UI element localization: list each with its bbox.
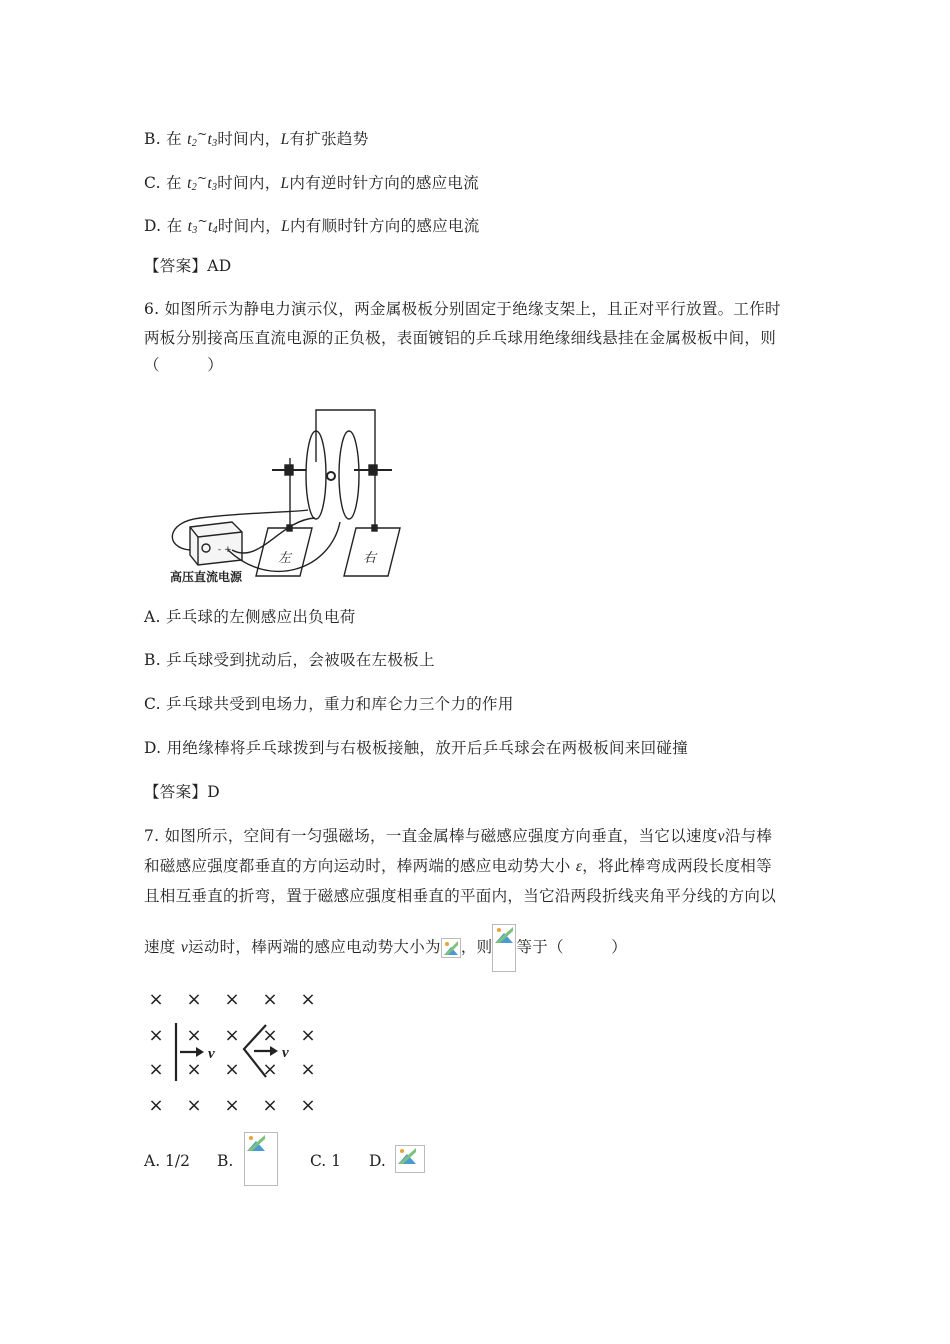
q6-stem-line2: 两板分别接高压直流电源的正负极，表面镀铝的乒乓球用绝缘细线悬挂在金属极板中间，则 bbox=[144, 329, 777, 347]
q5-option-d: D. 在 $t_3^\sim t_4$时间内，L内有顺时针方向的感应电流 bbox=[144, 214, 480, 236]
field-cross: × bbox=[300, 1025, 316, 1046]
q5-option-c: C. 在 $t_2^\sim t_3$时间内，L内有逆时针方向的感应电流 bbox=[144, 171, 480, 193]
q7-line3: 且相互垂直的折弯，置于磁感应强度相垂直的平面内，当它沿两段折线夹角平分线的方向以 bbox=[144, 887, 777, 905]
magnetic-field-figure bbox=[144, 985, 329, 1115]
field-cross: × bbox=[148, 1025, 164, 1046]
field-cross: × bbox=[224, 1025, 240, 1046]
field-cross: × bbox=[262, 989, 278, 1010]
power-label: 高压直流电源 bbox=[170, 570, 243, 584]
q6-option-a: A. 乒乓球的左侧感应出负电荷 bbox=[144, 608, 356, 626]
q7-option-b: B. bbox=[217, 1152, 234, 1170]
field-cross: × bbox=[224, 1059, 240, 1080]
q7-option-a: A. 1/2 bbox=[144, 1152, 190, 1170]
left-label: 左 bbox=[278, 551, 292, 566]
field-cross: × bbox=[186, 1059, 202, 1080]
q7-line4: 速度 v运动时，棒两端的感应电动势大小为 ，则 等于（ ） bbox=[144, 924, 627, 972]
field-cross: × bbox=[300, 1059, 316, 1080]
v-label: v bbox=[282, 1045, 289, 1061]
q5-option-b: B. 在 $t_2^\sim t_3$时间内，L有扩张趋势 bbox=[144, 127, 369, 149]
arrowhead bbox=[196, 1047, 204, 1057]
field-cross: × bbox=[186, 989, 202, 1010]
field-cross: × bbox=[224, 1095, 240, 1115]
v-label: v bbox=[208, 1046, 215, 1062]
q7-line2: 和磁感应强度都垂直的方向运动时，棒两端的感应电动势大小 ε，将此棒弯成两段长度相等 bbox=[144, 857, 772, 875]
q7-option-c: C. 1 bbox=[310, 1152, 342, 1170]
field-cross: × bbox=[300, 989, 316, 1010]
q7-option-d: D. bbox=[369, 1152, 386, 1170]
q6-option-b: B. 乒乓球受到扰动后，会被吸在左极板上 bbox=[144, 651, 435, 669]
field-cross: × bbox=[224, 989, 240, 1010]
q6-answer: 【答案】D bbox=[144, 783, 220, 801]
power-symbols: - + bbox=[218, 545, 232, 555]
broken-image-icon bbox=[395, 1145, 425, 1173]
q6-option-d: D. 用绝缘棒将乒乓球拨到与右极板接触，放开后乒乓球会在两极板间来回碰撞 bbox=[144, 739, 689, 757]
q6-blank: （ ） bbox=[144, 356, 224, 374]
broken-image-icon bbox=[441, 938, 461, 958]
q5-answer: 【答案】AD bbox=[144, 257, 232, 275]
broken-image-icon bbox=[492, 924, 516, 972]
field-cross: × bbox=[262, 1059, 278, 1080]
field-cross: × bbox=[186, 1095, 202, 1115]
q6-stem-line1: 6. 如图所示为静电力演示仪，两金属极板分别固定于绝缘支架上，且正对平行放置。工作时 bbox=[144, 300, 781, 318]
arrowhead bbox=[270, 1046, 278, 1056]
field-cross: × bbox=[148, 989, 164, 1010]
field-cross: × bbox=[262, 1095, 278, 1115]
right-label: 右 bbox=[363, 551, 377, 566]
electrostatic-demo-figure bbox=[160, 400, 410, 585]
field-cross: × bbox=[186, 1025, 202, 1046]
broken-image-icon bbox=[244, 1132, 278, 1186]
field-cross: × bbox=[262, 1025, 278, 1046]
q6-option-c: C. 乒乓球共受到电场力，重力和库仑力三个力的作用 bbox=[144, 695, 514, 713]
field-cross: × bbox=[148, 1095, 164, 1115]
q7-line1: 7. 如图所示，空间有一匀强磁场，一直金属棒与磁感应强度方向垂直，当它以速度v沿与棒 bbox=[144, 827, 773, 845]
field-cross: × bbox=[148, 1059, 164, 1080]
field-cross: × bbox=[300, 1095, 316, 1115]
